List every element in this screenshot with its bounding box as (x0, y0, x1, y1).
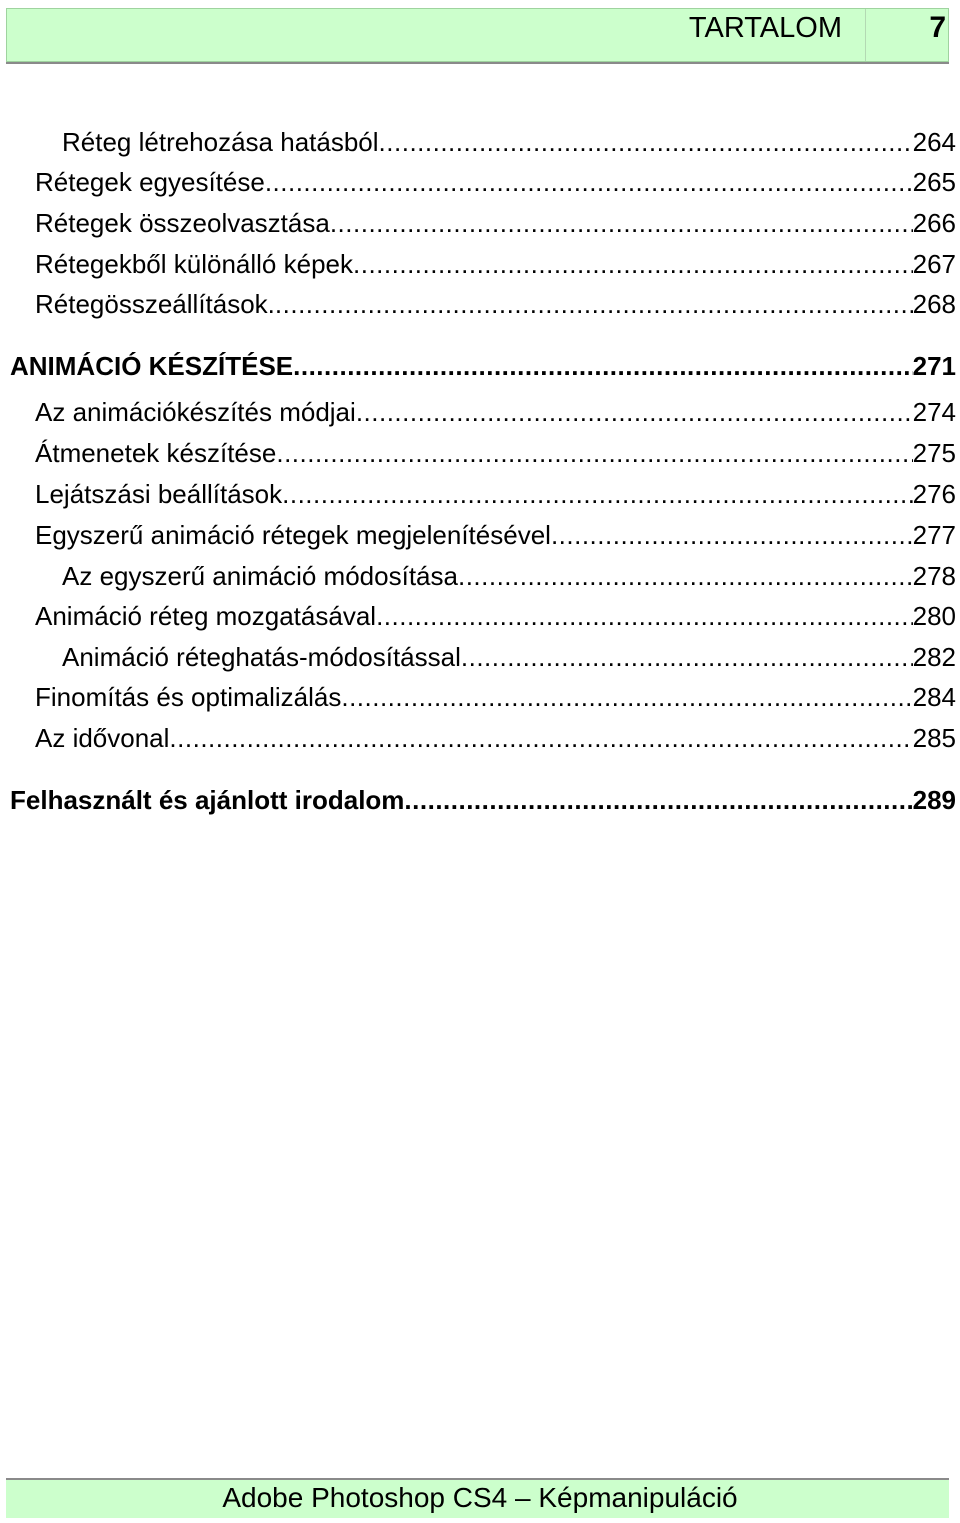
toc-entry[interactable] (35, 207, 956, 239)
toc-entry-page: 266 (912, 208, 956, 238)
toc-leader-dots (275, 288, 913, 320)
toc-entry-page: 275 (912, 438, 956, 468)
toc-entry[interactable] (62, 641, 956, 673)
toc-entry-page: 276 (912, 479, 956, 509)
toc-leader-dots (461, 641, 913, 673)
toc-entry-title: Egyszerű animáció rétegek megjelenítésével (35, 520, 551, 550)
toc-entry-page: 271 (912, 351, 956, 381)
toc-entry-page: 268 (912, 289, 956, 319)
header-page-number: 7 (929, 11, 946, 44)
toc-entry[interactable] (35, 681, 956, 713)
toc-entry-page: 267 (912, 249, 956, 279)
toc-leader-dots (330, 207, 913, 239)
toc-leader-dots (353, 248, 913, 280)
toc-entry[interactable] (35, 437, 956, 469)
toc-leader-dots (404, 784, 912, 816)
header-divider (865, 9, 866, 61)
toc-entry-title: Réteg létrehozása hatásból (62, 127, 379, 157)
toc-entry[interactable] (35, 166, 956, 198)
toc-entry-page: 264 (912, 127, 956, 157)
toc-leader-dots (169, 722, 912, 754)
toc-leader-dots (276, 437, 912, 469)
toc-leader-dots (551, 519, 913, 551)
toc-entry-title: Rétegekből különálló képek (35, 249, 353, 279)
toc-entry[interactable] (35, 722, 956, 754)
toc-entry[interactable] (35, 519, 956, 551)
toc-entry-title: Felhasznált és ajánlott irodalom (10, 785, 405, 815)
toc-entry-page: 277 (912, 520, 956, 550)
toc-leader-dots (376, 600, 913, 632)
toc-entry-title: Animáció réteg mozgatásával (35, 601, 377, 631)
toc-entry-title: Az animációkészítés módjai (35, 397, 356, 427)
footer-title: Adobe Photoshop CS4 – Képmanipuláció (222, 1482, 738, 1513)
header-title: TARTALOM (688, 12, 842, 44)
toc-leader-dots (341, 681, 912, 713)
toc-leader-dots (458, 560, 913, 592)
toc-entry-title: Az idővonal (35, 723, 170, 753)
toc-leader-dots (282, 478, 912, 510)
toc-entry[interactable] (35, 248, 956, 280)
toc-entry-page: 282 (912, 642, 956, 672)
toc-entry-title: Animáció réteghatás-módosítással (62, 642, 461, 672)
toc-entry-title: Rétegek összeolvasztása (35, 208, 330, 238)
toc-leader-dots (356, 396, 913, 428)
toc-entry[interactable] (35, 478, 956, 510)
toc-entry[interactable] (62, 126, 956, 158)
toc-entry-title: Átmenetek készítése (35, 438, 277, 468)
toc-entry-title: Lejátszási beállítások (35, 479, 283, 509)
toc-entry-page: 284 (912, 682, 956, 712)
toc-entry-title: Finomítás és optimalizálás (35, 682, 342, 712)
toc-entry-page: 285 (912, 723, 956, 753)
toc-entry-page: 289 (912, 785, 956, 815)
toc-leader-dots (293, 350, 912, 382)
toc-chapter-entry[interactable] (10, 350, 956, 382)
toc-leader-dots (379, 126, 913, 158)
toc-entry-page: 280 (912, 601, 956, 631)
toc-entry[interactable] (35, 600, 956, 632)
toc-entry-page: 278 (912, 561, 956, 591)
toc-entry[interactable] (35, 288, 956, 320)
toc-leader-dots (265, 166, 913, 198)
toc-entry[interactable] (35, 396, 956, 428)
toc-entry-page: 274 (912, 397, 956, 427)
toc-entry-page: 265 (912, 167, 956, 197)
toc-entry-title: Az egyszerű animáció módosítása (62, 561, 458, 591)
header-rule (6, 62, 949, 64)
toc-entry[interactable] (62, 560, 956, 592)
toc-entry-title: ANIMÁCIÓ KÉSZÍTÉSE (10, 351, 294, 381)
toc-entry-title: Rétegösszeállítások. (35, 289, 275, 319)
toc-entry-title: Rétegek egyesítése (35, 167, 265, 197)
toc-chapter-entry[interactable] (10, 784, 956, 816)
